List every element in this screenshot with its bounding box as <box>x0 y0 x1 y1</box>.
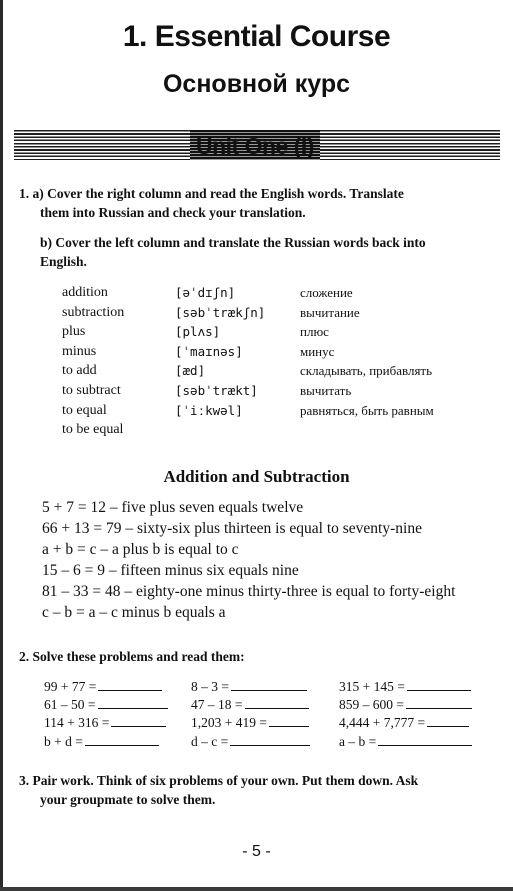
example-line: 66 + 13 = 79 – sixty-six plus thirteen is equal to seventy-nine <box>42 520 422 537</box>
answer-blank[interactable] <box>230 734 310 746</box>
vocab-transcription: [æd] <box>175 363 206 379</box>
problem: 8 – 3 = <box>191 679 307 695</box>
problem: 47 – 18 = <box>191 697 309 713</box>
vocab-transcription: [səbˈtrækʃn] <box>175 304 266 320</box>
vocab-translation: складывать, прибавлять <box>300 363 433 379</box>
vocab-translation: вычитание <box>300 304 360 320</box>
examples-list <box>42 497 455 623</box>
problem: 114 + 316 = <box>44 715 166 731</box>
answer-blank[interactable] <box>98 679 162 691</box>
answer-blank[interactable] <box>427 715 469 727</box>
vocab-word: subtraction <box>62 304 125 320</box>
page-number: - 5 - <box>242 843 271 860</box>
example-line: c – b = a – c minus b equals a <box>42 604 226 621</box>
vocab-translation <box>300 420 434 440</box>
vocab-word: to equal <box>62 402 107 418</box>
task1-part-b-line1: b) Cover the left column and translate the Russian words back into <box>40 235 426 250</box>
vocab-transcription: [plʌs] <box>175 324 221 340</box>
task1-part-a-line1: 1. a) Cover the right column and read the English words. Translate <box>19 186 404 201</box>
task1-part-a-line2: them into Russian and check your translation. <box>40 204 306 220</box>
page-scan-bottom-edge <box>0 887 513 891</box>
task2-heading: 2. Solve these problems and read them: <box>19 649 245 664</box>
vocab-russian-column <box>300 283 434 440</box>
problem: d – c = <box>191 734 310 750</box>
vocab-transcription: [ˈiːkwəl] <box>175 402 243 418</box>
vocab-transcription: [səbˈtrækt] <box>175 382 258 398</box>
example-line: 5 + 7 = 12 – five plus seven equals twelve <box>42 499 304 516</box>
problem: 61 – 50 = <box>44 697 168 713</box>
page-scan-edge <box>0 0 3 891</box>
vocab-translation: плюс <box>300 324 329 340</box>
unit-banner <box>14 130 500 160</box>
vocab-translation: сложение <box>300 285 353 300</box>
vocab-word: to be equal <box>62 422 124 438</box>
vocab-word: addition <box>62 285 108 300</box>
vocab-translation: минус <box>300 343 335 359</box>
vocab-transcription-column <box>175 283 265 440</box>
answer-blank[interactable] <box>407 679 471 691</box>
task1-part-b <box>40 234 500 271</box>
vocab-word: plus <box>62 324 86 340</box>
answer-blank[interactable] <box>85 734 159 746</box>
example-line: a + b = c – a plus b is equal to c <box>42 541 239 558</box>
task3-line2: your groupmate to solve them. <box>40 791 216 807</box>
vocab-translation: равняться, быть равным <box>300 402 434 418</box>
unit-banner-label: Unit One (I) <box>190 130 320 160</box>
vocab-english-column <box>62 283 124 440</box>
problem: 1,203 + 419 = <box>191 715 309 731</box>
vocab-transcription: [ˈmaɪnəs] <box>175 343 243 359</box>
answer-blank[interactable] <box>269 715 309 727</box>
problem: 315 + 145 = <box>339 679 471 695</box>
answer-blank[interactable] <box>111 715 166 727</box>
chapter-subtitle: Основной курс <box>162 70 351 98</box>
vocab-transcription: [əˈdɪʃn] <box>175 285 236 300</box>
vocab-word: to subtract <box>62 382 121 398</box>
answer-blank[interactable] <box>98 697 168 709</box>
section-heading: Addition and Subtraction <box>163 467 350 486</box>
answer-blank[interactable] <box>378 734 472 746</box>
vocab-word: to add <box>62 363 97 379</box>
vocab-word: minus <box>62 343 97 359</box>
problem: 99 + 77 = <box>44 679 162 695</box>
chapter-title: 1. Essential Course <box>122 20 391 53</box>
answer-blank[interactable] <box>245 697 309 709</box>
task3 <box>19 772 499 809</box>
vocab-transcription <box>175 420 265 440</box>
problem: a – b = <box>339 734 472 750</box>
answer-blank[interactable] <box>406 697 472 709</box>
problem: b + d = <box>44 734 159 750</box>
example-line: 15 – 6 = 9 – fifteen minus six equals nine <box>42 562 299 579</box>
problem: 4,444 + 7,777 = <box>339 715 469 731</box>
task1-part-a <box>19 185 499 222</box>
answer-blank[interactable] <box>231 679 307 691</box>
task1-part-b-line2: English. <box>40 253 87 269</box>
example-line: 81 – 33 = 48 – eighty-one minus thirty-three is equal to forty-eight <box>42 583 456 600</box>
task3-line1: 3. Pair work. Think of six problems of your own. Put them down. Ask <box>19 773 419 788</box>
problem: 859 – 600 = <box>339 697 472 713</box>
vocab-translation: вычитать <box>300 382 352 398</box>
